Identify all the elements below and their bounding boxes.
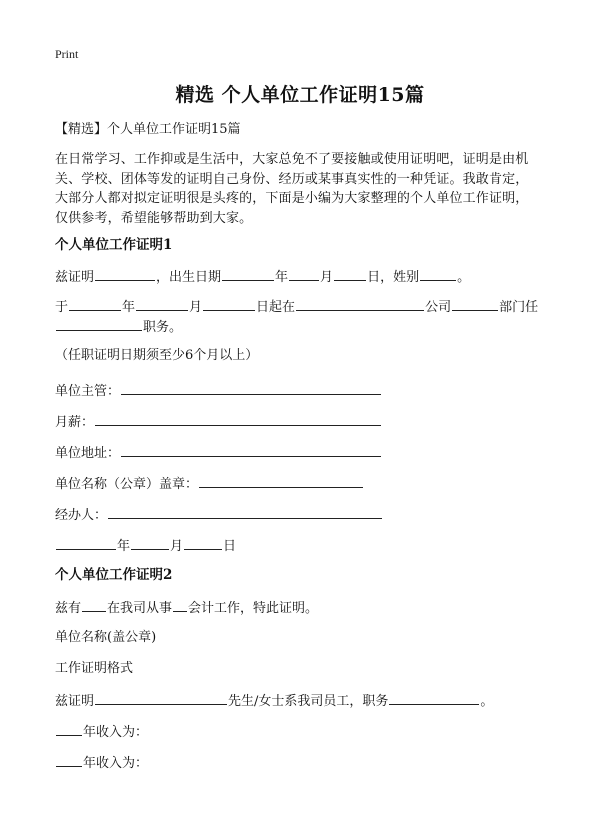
cert1-note: （任职证明日期须至少6个月以上） (55, 348, 259, 363)
blank-birth-year[interactable] (222, 266, 274, 281)
blank-department[interactable] (452, 296, 498, 311)
cert1-line1 (55, 266, 470, 287)
blank-position[interactable] (56, 316, 142, 331)
cert1-date (55, 535, 236, 556)
section-heading-2: 个人单位工作证明2 (55, 567, 173, 583)
field-label: 单位地址： (55, 446, 121, 461)
text: 兹证明 (55, 694, 95, 709)
text: 公司 (425, 300, 452, 315)
blank-employee[interactable] (82, 597, 106, 612)
cert1-line2 (55, 296, 538, 317)
salary-input[interactable] (95, 411, 381, 426)
cert2-seal: 单位名称(盖公章) (55, 630, 157, 645)
field-address (55, 442, 382, 463)
blank-start-year[interactable] (69, 296, 121, 311)
field-label: 经办人： (55, 508, 108, 523)
text: 日起在 (256, 300, 296, 315)
cert2-line2 (55, 690, 493, 711)
blank-month[interactable] (131, 535, 169, 550)
income-line-2 (55, 752, 148, 773)
intro-line: 大部分人都对拟定证明很是头疼的，下面是小编为大家整理的个人单位工作证明， (55, 191, 529, 206)
field-salary (55, 411, 382, 432)
supervisor-input[interactable] (121, 380, 381, 395)
text: 兹证明 (55, 270, 95, 285)
intro-paragraph (55, 150, 550, 228)
blank-year[interactable] (56, 535, 116, 550)
blank-day[interactable] (184, 535, 222, 550)
text: 年收入为： (83, 725, 149, 740)
field-label: 单位主管： (55, 384, 121, 399)
blank-start-day[interactable] (203, 296, 255, 311)
field-handler (55, 504, 383, 525)
text: 兹有 (55, 601, 82, 616)
blank-name[interactable] (95, 266, 155, 281)
text: 先生/女士系我司员工，职务 (228, 694, 389, 709)
text: 。 (457, 270, 471, 285)
text: 月 (170, 539, 184, 554)
handler-input[interactable] (108, 504, 382, 519)
text: 年收入为： (83, 756, 149, 771)
address-input[interactable] (121, 442, 381, 457)
intro-line: 关、学校、团体等发的证明自己身份、经历或某事真实性的一种凭证。我敢肯定， (55, 171, 529, 187)
text: 日 (223, 539, 237, 554)
text: 年 (275, 270, 289, 285)
blank-start-month[interactable] (136, 296, 188, 311)
blank-person-name[interactable] (95, 690, 227, 705)
blank-birth-month[interactable] (289, 266, 319, 281)
text: 日，姓别 (367, 270, 420, 285)
text: 年 (117, 539, 131, 554)
text: 月 (189, 300, 203, 315)
text: 月 (320, 270, 334, 285)
field-label: 单位名称（公章）盖章： (55, 477, 199, 492)
doc-subtitle: 【精选】个人单位工作证明15篇 (55, 122, 241, 137)
seal-input[interactable] (199, 473, 363, 488)
blank-income-year-2[interactable] (56, 752, 82, 767)
cert1-line3 (55, 316, 182, 337)
text: 年 (122, 300, 136, 315)
blank-gender[interactable] (420, 266, 456, 281)
intro-line: 仅供参考，希望能够帮助到大家。 (55, 210, 253, 226)
cert2-line1 (55, 597, 318, 618)
text: 于 (55, 300, 69, 315)
field-supervisor (55, 380, 382, 401)
field-seal (55, 473, 364, 494)
text: 在我司从事 (107, 601, 173, 616)
blank-role[interactable] (173, 597, 187, 612)
intro-line: 在日常学习、工作抑或是生活中，大家总免不了要接触或使用证明吧，证明是由机 (55, 152, 529, 167)
text: 。 (480, 694, 494, 709)
blank-job-title[interactable] (389, 690, 479, 705)
income-line-1 (55, 721, 148, 742)
text: 部门任 (499, 300, 539, 315)
blank-company[interactable] (296, 296, 424, 311)
text: 会计工作，特此证明。 (188, 601, 319, 616)
text: 职务。 (143, 320, 183, 335)
section-heading-1: 个人单位工作证明1 (55, 237, 173, 253)
cert-format-title: 工作证明格式 (55, 661, 134, 676)
blank-income-year-1[interactable] (56, 721, 82, 736)
blank-birth-day[interactable] (334, 266, 366, 281)
field-label: 月薪： (55, 415, 95, 430)
page-title: 精选 个人单位工作证明15篇 (175, 84, 425, 106)
print-label: Print (55, 47, 79, 61)
text: ，出生日期 (156, 270, 222, 285)
